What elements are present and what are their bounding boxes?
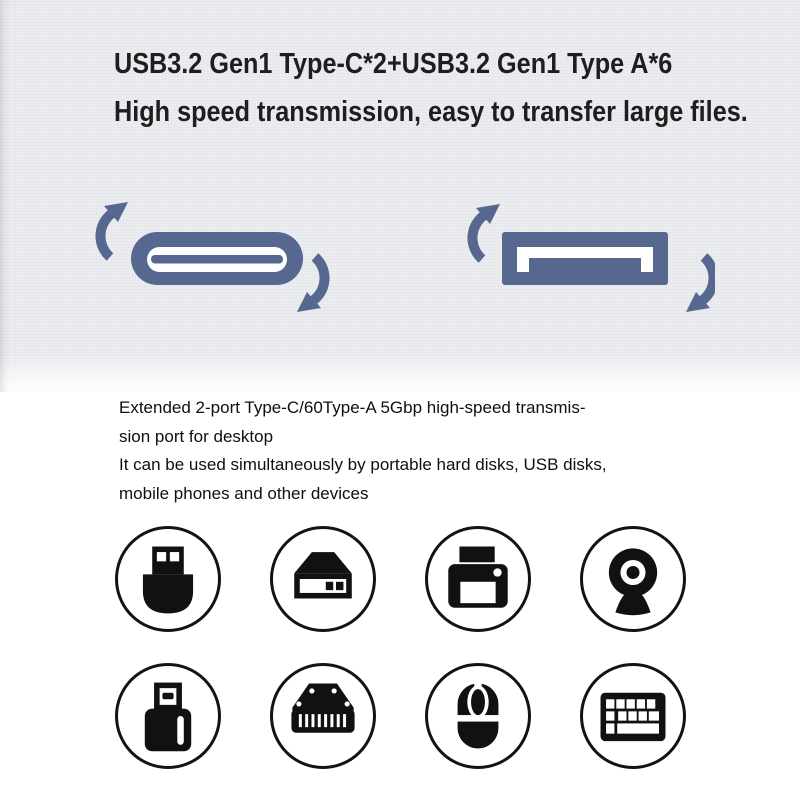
curved-arrow-icon bbox=[686, 257, 714, 312]
device-cell-mouse bbox=[425, 663, 531, 769]
device-cell-usb-plug bbox=[115, 526, 221, 632]
hard-drive-icon bbox=[284, 540, 362, 618]
curved-arrow-icon bbox=[472, 204, 500, 259]
usb-plug-icon bbox=[129, 540, 207, 618]
usb-type-c-port-icon bbox=[90, 196, 340, 318]
keyboard-icon bbox=[594, 677, 672, 755]
description-line: It can be used simultaneously by portable hard disks, USB disks, bbox=[119, 455, 607, 475]
device-cell-webcam bbox=[580, 526, 686, 632]
device-cell-usb-flash-drive bbox=[115, 663, 221, 769]
usb-flash-drive-icon bbox=[129, 677, 207, 755]
page-subtitle: High speed transmission, easy to transfer large files. bbox=[114, 96, 748, 128]
webcam-icon bbox=[594, 540, 672, 618]
curved-arrow-icon bbox=[100, 202, 128, 257]
device-cell-keyboard bbox=[580, 663, 686, 769]
device-cell-printer bbox=[425, 526, 531, 632]
description bbox=[119, 394, 607, 508]
mouse-icon bbox=[439, 677, 517, 755]
device-grid bbox=[115, 526, 686, 769]
printer-icon bbox=[439, 540, 517, 618]
device-cell-hdd-connector bbox=[270, 663, 376, 769]
hdd-connector-icon bbox=[284, 677, 362, 755]
description-line: sion port for desktop bbox=[119, 426, 274, 446]
usb-type-a-port-icon bbox=[455, 196, 715, 318]
device-cell-hard-drive bbox=[270, 526, 376, 632]
description-line: mobile phones and other devices bbox=[119, 483, 369, 503]
description-line: Extended 2-port Type-C/60Type-A 5Gbp high-speed transmis- bbox=[119, 398, 586, 417]
page-title: USB3.2 Gen1 Type-C*2+USB3.2 Gen1 Type A*6 bbox=[114, 48, 673, 80]
